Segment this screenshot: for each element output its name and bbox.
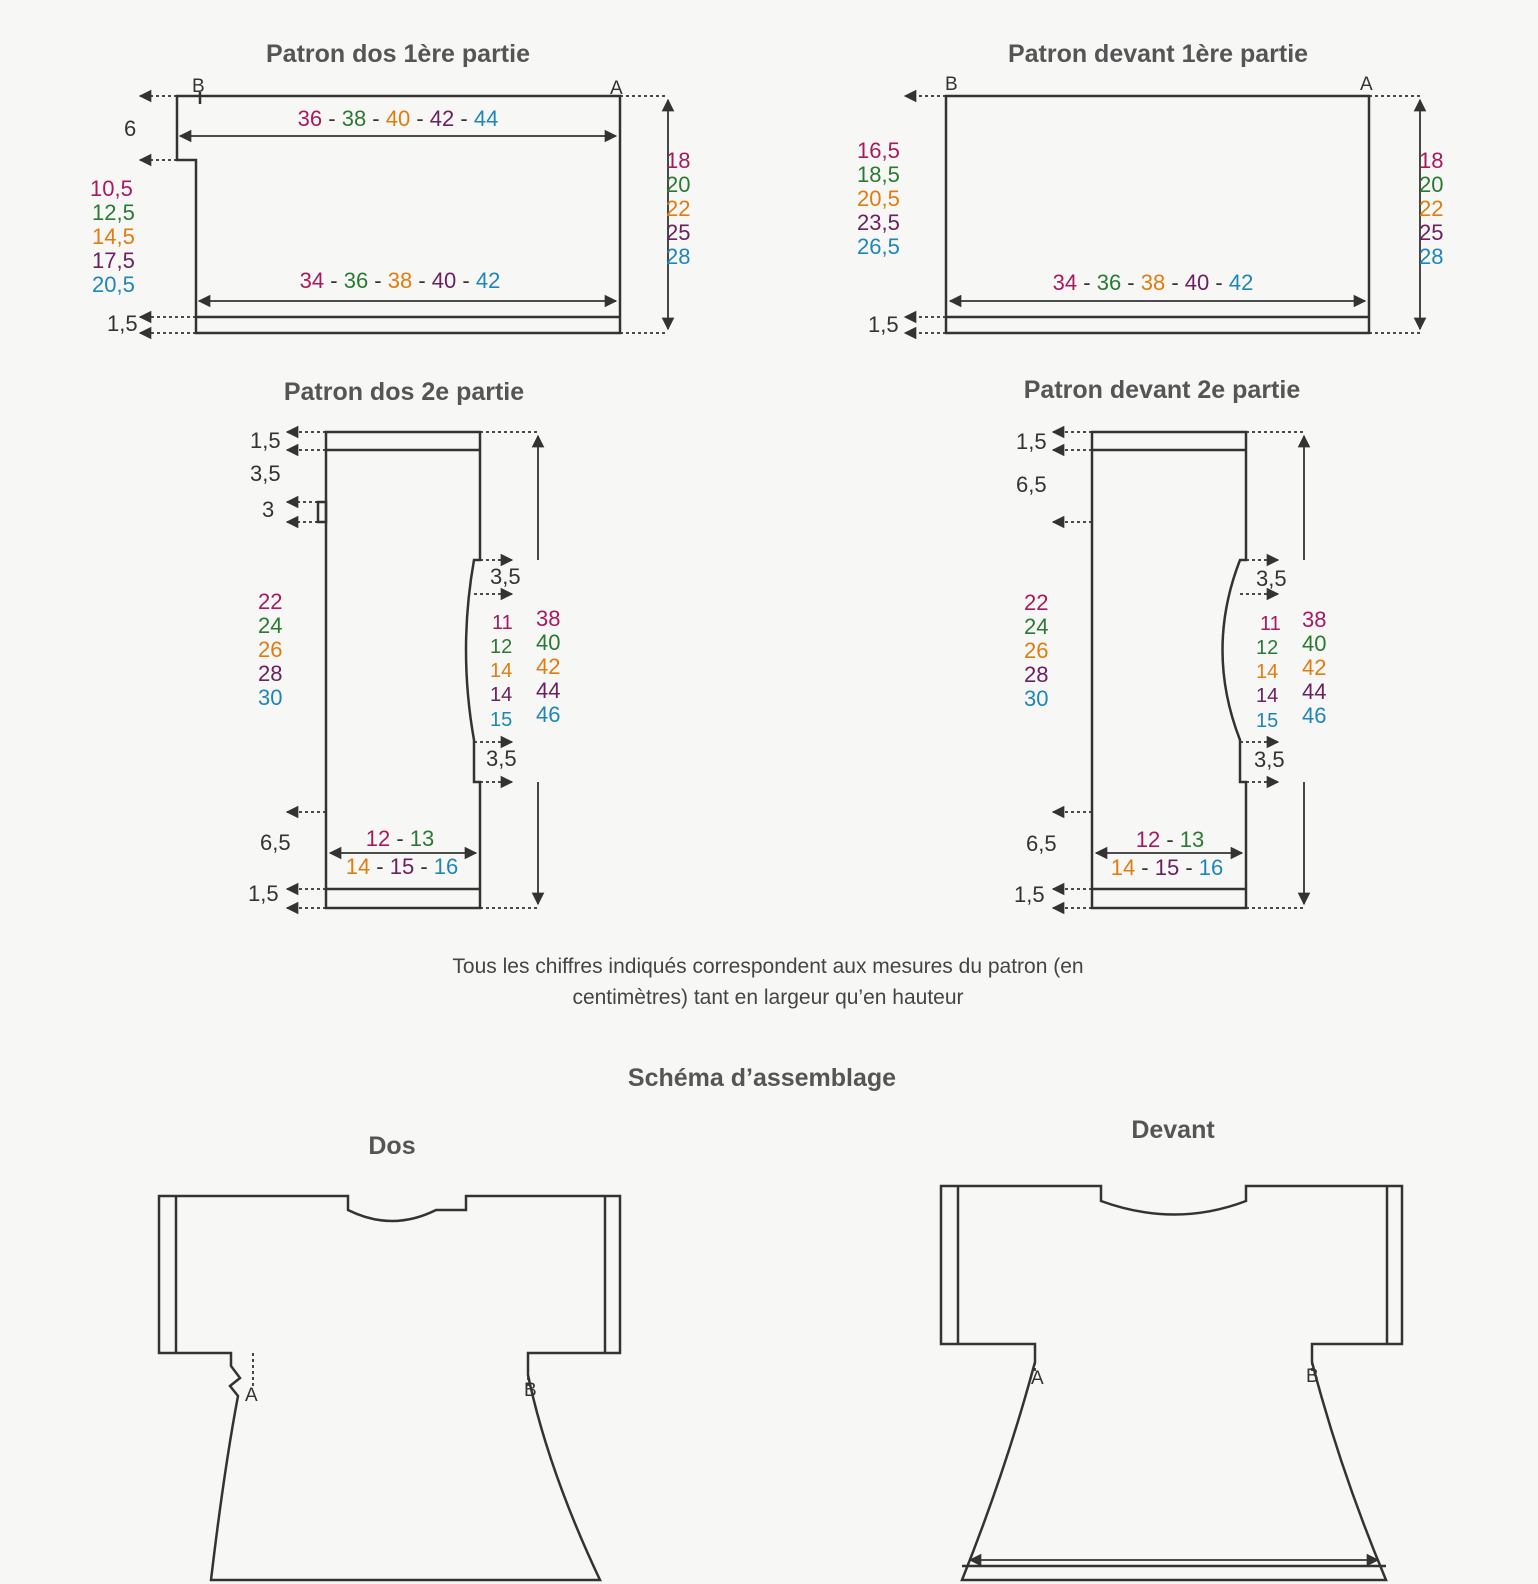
- point-b-back: B: [192, 76, 205, 97]
- back-part2-notch-bottom: 3,5: [486, 746, 517, 771]
- svg-text:24: 24: [258, 613, 283, 638]
- front-part1-outline: [946, 96, 1369, 333]
- note-line-1: Tous les chiffres indiqués correspondent aux mesures du patron (en: [452, 955, 1084, 978]
- back-part1-band: 1,5: [107, 311, 138, 336]
- svg-text:25: 25: [666, 220, 691, 245]
- back-part2-notch-top: 3,5: [490, 564, 521, 589]
- back-part2-curve-height: [490, 612, 513, 731]
- svg-text:28: 28: [666, 244, 691, 269]
- svg-text:22: 22: [1419, 196, 1444, 221]
- back-part2-left-height: [258, 589, 282, 710]
- front-part1-height: [1419, 148, 1443, 269]
- front-part2-curve-height: [1256, 613, 1281, 732]
- svg-text:20,5: 20,5: [857, 186, 900, 211]
- svg-text:14: 14: [1256, 685, 1279, 707]
- svg-text:44: 44: [1302, 679, 1327, 704]
- svg-text:14: 14: [490, 684, 513, 706]
- back-part1-bottom-width: 34 - 36 - 38 - 40 - 42: [299, 268, 501, 293]
- back-part2-step: 3: [262, 497, 275, 522]
- svg-text:40: 40: [536, 630, 561, 655]
- svg-text:14: 14: [1256, 661, 1279, 683]
- front-part2-width-a: 12 - 13: [1135, 827, 1205, 852]
- front-assembly-outline: [941, 1186, 1402, 1580]
- back-part1-outline: [177, 96, 620, 333]
- svg-text:26: 26: [258, 637, 283, 662]
- svg-text:28: 28: [1419, 244, 1444, 269]
- svg-text:12,5: 12,5: [92, 200, 135, 225]
- assembly-back: [159, 1132, 620, 1580]
- assembly-front: [941, 1116, 1402, 1580]
- back-assembly-point-a: A: [245, 1385, 258, 1406]
- title-front: Devant: [1131, 1116, 1215, 1144]
- svg-text:17,5: 17,5: [92, 248, 135, 273]
- back-part2-band-top: 1,5: [250, 428, 281, 453]
- svg-text:28: 28: [258, 661, 283, 686]
- svg-text:28: 28: [1024, 662, 1049, 687]
- svg-text:12: 12: [1256, 637, 1279, 659]
- svg-text:46: 46: [1302, 703, 1327, 728]
- back-part1-height: [666, 148, 690, 269]
- note-line-2: centimètres) tant en largeur qu’en hauteur: [572, 986, 964, 1009]
- svg-text:20,5: 20,5: [92, 272, 135, 297]
- svg-text:22: 22: [1024, 590, 1049, 615]
- svg-text:12: 12: [490, 636, 513, 658]
- svg-text:11: 11: [492, 612, 513, 634]
- title-back-part2: Patron dos 2e partie: [283, 378, 525, 406]
- svg-text:46: 46: [536, 702, 561, 727]
- back-part1-top-width: 36 - 38 - 40 - 42 - 44: [297, 106, 499, 131]
- svg-text:42: 42: [536, 654, 561, 679]
- svg-text:44: 44: [536, 678, 561, 703]
- front-part2-notch-bottom: 3,5: [1254, 747, 1285, 772]
- back-part2-lower: 6,5: [260, 830, 291, 855]
- front-assembly-point-b: B: [1306, 1366, 1319, 1387]
- svg-text:18: 18: [666, 148, 691, 173]
- front-part1-bottom-width: 34 - 36 - 38 - 40 - 42: [1052, 270, 1254, 295]
- title-assembly: Schéma d’assemblage: [627, 1064, 897, 1092]
- title-back: Dos: [368, 1132, 416, 1160]
- svg-text:26: 26: [1024, 638, 1049, 663]
- svg-text:24: 24: [1024, 614, 1049, 639]
- svg-text:14: 14: [490, 660, 513, 682]
- front-part1-band: 1,5: [868, 312, 899, 337]
- svg-text:38: 38: [1302, 607, 1327, 632]
- svg-text:14,5: 14,5: [92, 224, 135, 249]
- front-part2-width-b: 14 - 15 - 16: [1110, 855, 1224, 880]
- back-part2-right-height: [536, 606, 560, 727]
- pattern-back-part2: [248, 378, 560, 908]
- svg-text:16,5: 16,5: [857, 138, 900, 163]
- measurement-note: [452, 955, 1083, 1009]
- title-front-part1: Patron devant 1ère partie: [1007, 40, 1309, 68]
- front-assembly-point-a: A: [1031, 1368, 1044, 1389]
- back-part1-left-height: [90, 176, 135, 297]
- svg-text:23,5: 23,5: [857, 210, 900, 235]
- svg-text:26,5: 26,5: [857, 234, 900, 259]
- svg-text:38: 38: [536, 606, 561, 631]
- svg-text:20: 20: [666, 172, 691, 197]
- point-a-front: A: [1360, 74, 1373, 95]
- svg-text:11: 11: [1260, 613, 1281, 635]
- svg-text:15: 15: [490, 709, 513, 731]
- pattern-front-part1: [857, 40, 1443, 337]
- front-part2-lower: 6,5: [1026, 831, 1057, 856]
- pattern-front-part2: [1014, 376, 1326, 908]
- point-b-front: B: [945, 74, 958, 95]
- svg-text:40: 40: [1302, 631, 1327, 656]
- pattern-back-part1: [90, 40, 690, 336]
- back-part2-width-b: 14 - 15 - 16: [345, 854, 459, 879]
- point-a-back: A: [610, 78, 623, 99]
- front-part2-left-height: [1024, 590, 1048, 711]
- title-back-part1: Patron dos 1ère partie: [266, 40, 530, 68]
- svg-text:42: 42: [1302, 655, 1327, 680]
- front-part2-right-height: [1302, 607, 1326, 728]
- front-part1-left-height: [857, 138, 900, 259]
- back-assembly-outline: [159, 1196, 620, 1580]
- back-part1-step: 6: [124, 116, 137, 141]
- front-part2-band-top: 1,5: [1016, 429, 1047, 454]
- svg-text:25: 25: [1419, 220, 1444, 245]
- front-part2-band-bottom: 1,5: [1014, 882, 1045, 907]
- svg-text:30: 30: [1024, 686, 1049, 711]
- svg-text:30: 30: [258, 685, 283, 710]
- back-part2-gap: 3,5: [250, 461, 281, 486]
- front-part2-gap: 6,5: [1016, 472, 1047, 497]
- svg-text:15: 15: [1256, 710, 1279, 732]
- svg-text:22: 22: [666, 196, 691, 221]
- back-part2-width-a: 12 - 13: [365, 826, 435, 851]
- svg-text:22: 22: [258, 589, 283, 614]
- back-assembly-point-b: B: [524, 1380, 537, 1401]
- svg-text:20: 20: [1419, 172, 1444, 197]
- front-part2-notch-top: 3,5: [1256, 566, 1287, 591]
- svg-text:18: 18: [1419, 148, 1444, 173]
- back-part2-band-bottom: 1,5: [248, 881, 279, 906]
- svg-text:18,5: 18,5: [857, 162, 900, 187]
- svg-text:10,5: 10,5: [90, 176, 133, 201]
- title-front-part2: Patron devant 2e partie: [1023, 376, 1301, 404]
